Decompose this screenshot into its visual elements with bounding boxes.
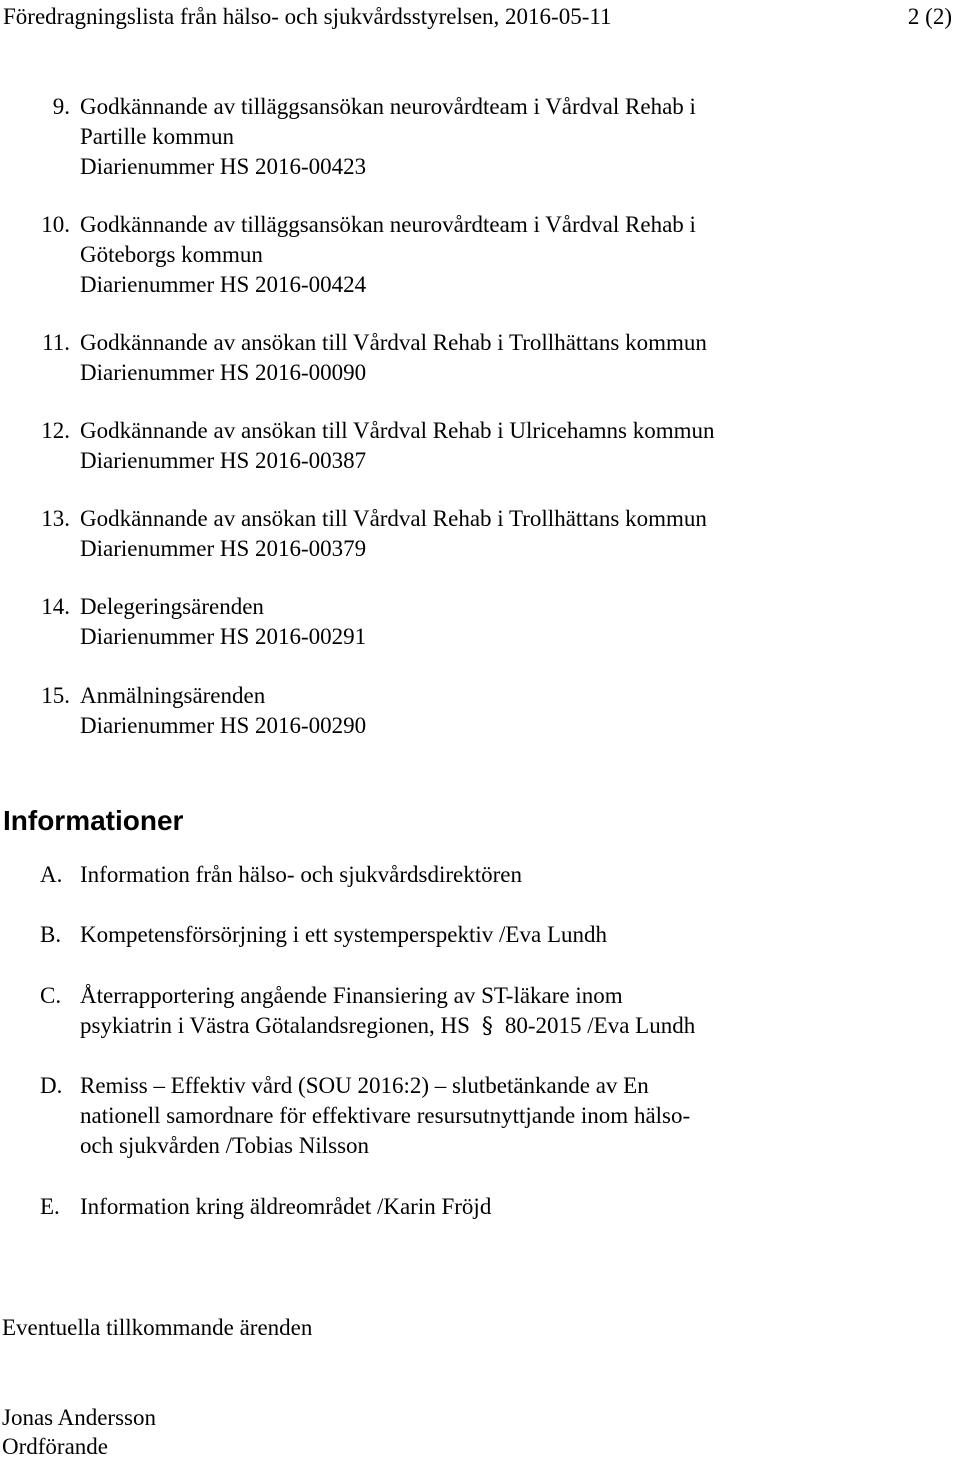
info-line-part: psykiatrin i Västra Götalandsregionen, HS (80, 1013, 470, 1038)
item-title-line: Godkännande av ansökan till Vårdval Rehab i Trollhättans kommun (80, 330, 707, 355)
section-heading-informationer: Informationer (3, 805, 184, 836)
info-line: och sjukvården /Tobias Nilsson (80, 1133, 370, 1158)
item-number: 14. (41, 594, 70, 619)
diarienummer: Diarienummer HS 2016-00424 (80, 272, 367, 297)
info-line: Återrapportering angående Finansiering av ST-läkare inom (80, 983, 623, 1008)
item-title-line: Godkännande av tilläggsansökan neurovårdteam i Vårdval Rehab i (80, 212, 696, 237)
info-line: Remiss – Effektiv vård (SOU 2016:2) – slutbetänkande av En (80, 1073, 649, 1098)
item-title-line: Godkännande av ansökan till Vårdval Rehab i Trollhättans kommun (80, 506, 707, 531)
paragraph-sign: § (481, 1014, 493, 1039)
page-number: 2 (2) (907, 4, 952, 29)
chair-title: Ordförande (2, 1434, 109, 1459)
page-header (3, 2, 952, 32)
document-title: Föredragningslista från hälso- och sjukvårdsstyrelsen, 2016-05-11 (3, 4, 612, 29)
diarienummer: Diarienummer HS 2016-00090 (80, 360, 367, 385)
info-line: Kompetensförsörjning i ett systemperspektiv /Eva Lundh (80, 922, 607, 947)
info-line-part: 80-2015 /Eva Lundh (504, 1013, 696, 1038)
info-letter: D. (40, 1073, 63, 1098)
item-title-line: Delegeringsärenden (80, 594, 264, 619)
diarienummer: Diarienummer HS 2016-00423 (80, 154, 367, 179)
diarienummer: Diarienummer HS 2016-00379 (80, 536, 367, 561)
diarienummer: Diarienummer HS 2016-00291 (80, 624, 367, 649)
info-letter: B. (40, 922, 62, 947)
item-number: 15. (41, 683, 70, 708)
item-title-line: Anmälningsärenden (80, 683, 266, 708)
item-number: 12. (41, 418, 70, 443)
info-line (80, 1011, 920, 1042)
item-number: 11. (42, 330, 70, 355)
item-title-line: Partille kommun (80, 124, 234, 149)
diarienummer: Diarienummer HS 2016-00290 (80, 713, 367, 738)
info-line: Information från hälso- och sjukvårdsdirektören (80, 862, 522, 887)
info-line: nationell samordnare för effektivare resursutnyttjande inom hälso- (80, 1103, 691, 1128)
chair-name: Jonas Andersson (2, 1405, 156, 1430)
info-letter: E. (40, 1194, 60, 1219)
info-letter: A. (40, 862, 63, 887)
item-number: 9. (52, 94, 70, 119)
item-number: 10. (41, 212, 70, 237)
item-title-line: Godkännande av ansökan till Vårdval Rehab i Ulricehamns kommun (80, 418, 715, 443)
item-number: 13. (41, 506, 70, 531)
diarienummer: Diarienummer HS 2016-00387 (80, 448, 367, 473)
info-line: Information kring äldreområdet /Karin Fröjd (80, 1194, 492, 1219)
extra-items-note: Eventuella tillkommande ärenden (2, 1315, 313, 1340)
info-letter: C. (40, 983, 62, 1008)
item-title-line: Göteborgs kommun (80, 242, 263, 267)
item-title-line: Godkännande av tilläggsansökan neurovårdteam i Vårdval Rehab i (80, 94, 696, 119)
